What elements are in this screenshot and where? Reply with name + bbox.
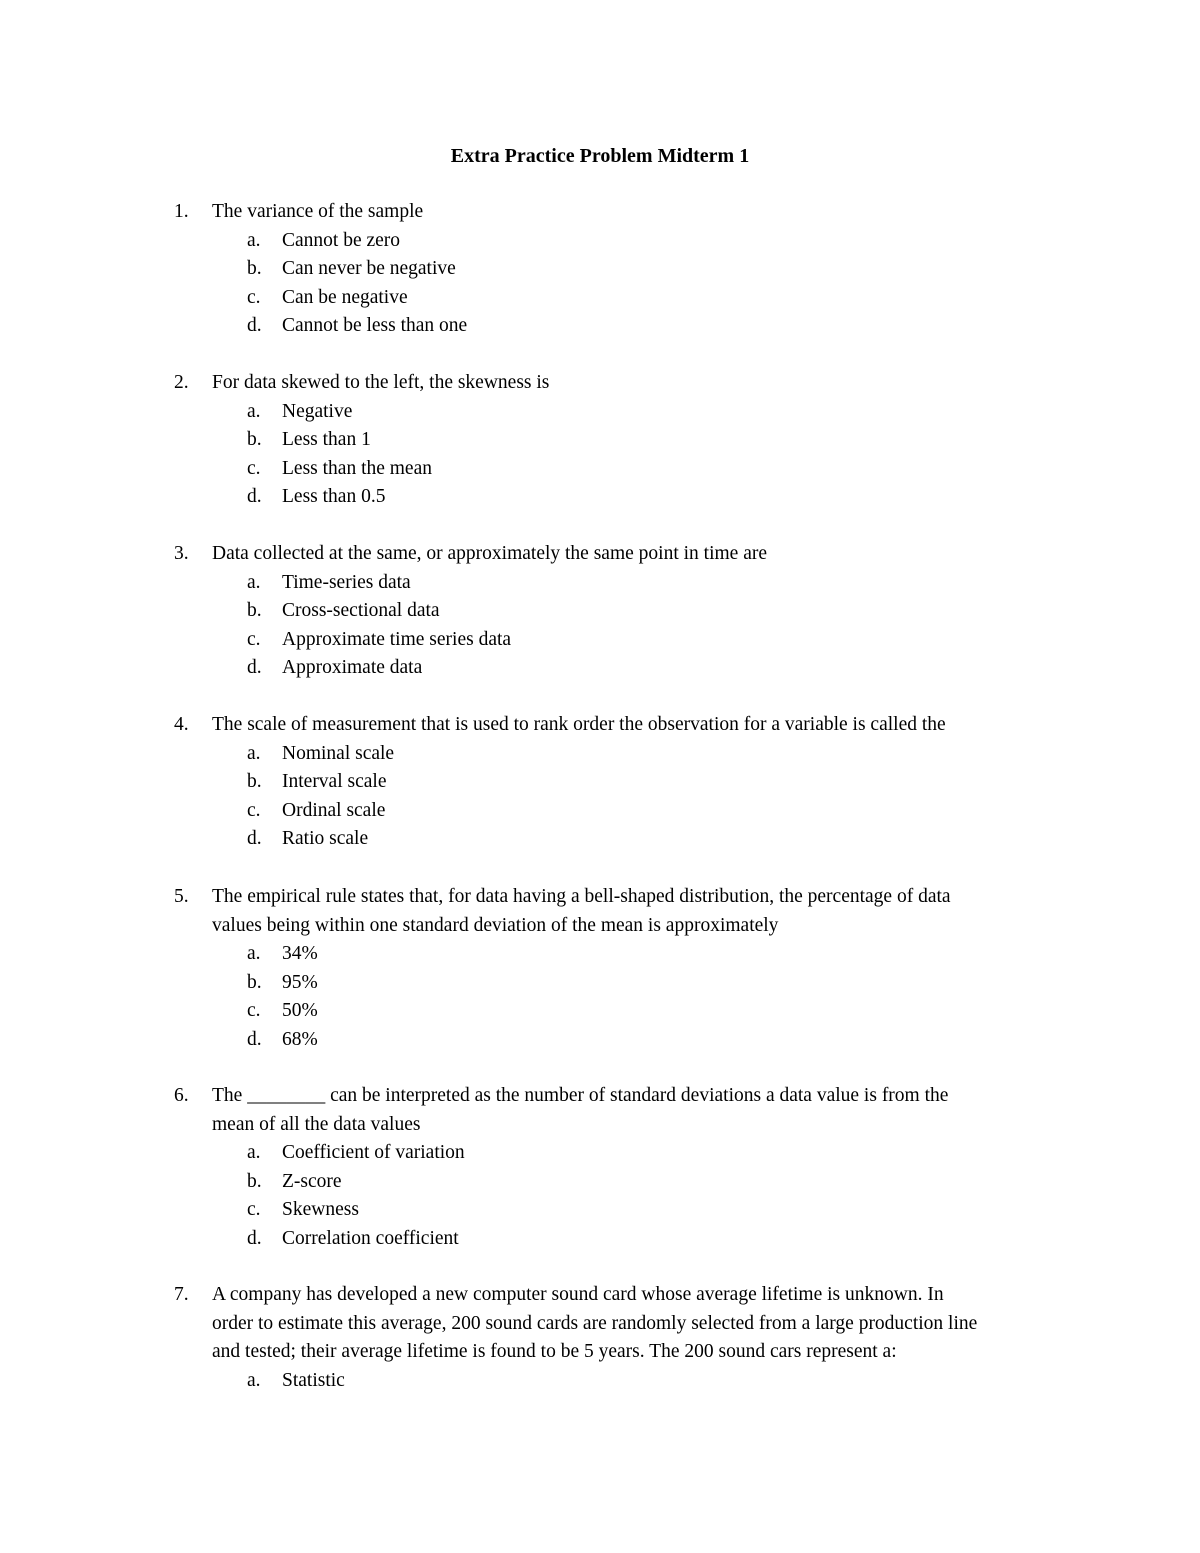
- option-letter: d.: [247, 1227, 262, 1249]
- option-letter: b.: [247, 429, 262, 450]
- option-letter: a.: [247, 1142, 261, 1163]
- option-letter: c.: [247, 1000, 261, 1021]
- question-text: The ________ can be interpreted as the number of standard deviations a data value is from the: [212, 1085, 949, 1106]
- question-2: [174, 369, 1074, 512]
- answer-option: [174, 969, 1074, 998]
- option-text: 68%: [282, 1028, 318, 1050]
- question-4: [174, 711, 1074, 854]
- question-text: Data collected at the same, or approximately the same point in time are: [212, 543, 767, 564]
- answer-option: [174, 1168, 1074, 1197]
- option-letter: a.: [247, 571, 261, 593]
- option-text: Approximate data: [282, 657, 423, 678]
- option-letter: c.: [247, 1199, 261, 1220]
- option-text: Approximate time series data: [282, 628, 512, 650]
- option-letter: a.: [247, 742, 261, 764]
- answer-option: [174, 1367, 1074, 1396]
- question-text: For data skewed to the left, the skewness is: [212, 372, 550, 393]
- answer-option: [174, 940, 1074, 969]
- answer-option: [174, 654, 1074, 683]
- question-number: 2.: [174, 372, 189, 393]
- option-text: Ratio scale: [282, 828, 369, 849]
- option-letter: d.: [247, 486, 262, 507]
- option-text: Time-series data: [282, 571, 411, 593]
- option-letter: d.: [247, 315, 262, 336]
- option-text: Statistic: [282, 1369, 345, 1391]
- answer-option: [174, 1225, 1074, 1254]
- question-text: mean of all the data values: [212, 1113, 421, 1135]
- answer-option: [174, 255, 1074, 284]
- answer-option: [174, 1196, 1074, 1225]
- answer-option: [174, 1026, 1074, 1055]
- answer-option: [174, 284, 1074, 313]
- option-text: 95%: [282, 971, 318, 993]
- option-letter: d.: [247, 828, 262, 849]
- answer-option: [174, 483, 1074, 512]
- answer-option: [174, 398, 1074, 427]
- answer-option: [174, 740, 1074, 769]
- question-6: [174, 1082, 1074, 1253]
- option-text: Can be negative: [282, 286, 408, 308]
- option-letter: a.: [247, 943, 261, 964]
- option-text: Interval scale: [282, 771, 387, 792]
- option-text: Cannot be less than one: [282, 315, 468, 336]
- question-text: and tested; their average lifetime is found to be 5 years. The 200 sound cars represent a:: [212, 1341, 897, 1362]
- question-number: 6.: [174, 1085, 189, 1106]
- option-letter: d.: [247, 657, 262, 678]
- option-text: Less than 1: [282, 429, 371, 450]
- answer-option: [174, 569, 1074, 598]
- option-text: Negative: [282, 400, 353, 422]
- option-letter: b.: [247, 771, 262, 792]
- option-letter: d.: [247, 1028, 262, 1050]
- question-text: The empirical rule states that, for data having a bell-shaped distribution, the percentage of data: [212, 886, 951, 907]
- option-letter: c.: [247, 628, 261, 650]
- question-3: [174, 540, 1074, 683]
- option-letter: a.: [247, 400, 261, 422]
- option-text: Can never be negative: [282, 258, 456, 279]
- question-text: The scale of measurement that is used to rank order the observation for a variable is called the: [212, 714, 946, 735]
- option-letter: a.: [247, 229, 261, 251]
- answer-option: [174, 597, 1074, 626]
- question-1: [174, 198, 1074, 341]
- option-letter: b.: [247, 971, 262, 993]
- option-text: Correlation coefficient: [282, 1227, 459, 1249]
- question-text: The variance of the sample: [212, 201, 424, 222]
- option-text: Nominal scale: [282, 742, 395, 764]
- document-title: Extra Practice Problem Midterm 1: [450, 145, 750, 167]
- answer-option: [174, 825, 1074, 854]
- answer-option: [174, 797, 1074, 826]
- option-letter: c.: [247, 286, 261, 308]
- answer-option: [174, 997, 1074, 1026]
- question-number: 3.: [174, 543, 189, 564]
- question-text: A company has developed a new computer sound card whose average lifetime is unknown. In: [212, 1284, 944, 1305]
- question-number: 4.: [174, 714, 189, 735]
- option-text: Coefficient of variation: [282, 1142, 465, 1163]
- question-number: 7.: [174, 1284, 189, 1305]
- option-text: Ordinal scale: [282, 799, 386, 821]
- option-text: 34%: [282, 943, 318, 964]
- option-text: Cross-sectional data: [282, 600, 440, 621]
- option-text: Z-score: [282, 1170, 342, 1192]
- option-text: 50%: [282, 1000, 318, 1021]
- answer-option: [174, 426, 1074, 455]
- option-text: Less than 0.5: [282, 486, 386, 507]
- option-letter: a.: [247, 1369, 261, 1391]
- question-7: [174, 1281, 1074, 1395]
- option-letter: b.: [247, 1170, 262, 1192]
- option-text: Skewness: [282, 1199, 359, 1220]
- answer-option: [174, 312, 1074, 341]
- option-text: Cannot be zero: [282, 229, 401, 251]
- answer-option: [174, 768, 1074, 797]
- answer-option: [174, 455, 1074, 484]
- answer-option: [174, 227, 1074, 256]
- answer-option: [174, 1139, 1074, 1168]
- option-text: Less than the mean: [282, 457, 432, 479]
- question-text: values being within one standard deviation of the mean is approximately: [212, 914, 779, 936]
- option-letter: c.: [247, 457, 261, 479]
- answer-option: [174, 626, 1074, 655]
- option-letter: b.: [247, 258, 262, 279]
- question-5: [174, 883, 1074, 1054]
- question-text: order to estimate this average, 200 sound cards are randomly selected from a large production line: [212, 1312, 978, 1334]
- question-number: 5.: [174, 886, 189, 907]
- option-letter: b.: [247, 600, 262, 621]
- question-number: 1.: [174, 201, 189, 222]
- option-letter: c.: [247, 799, 261, 821]
